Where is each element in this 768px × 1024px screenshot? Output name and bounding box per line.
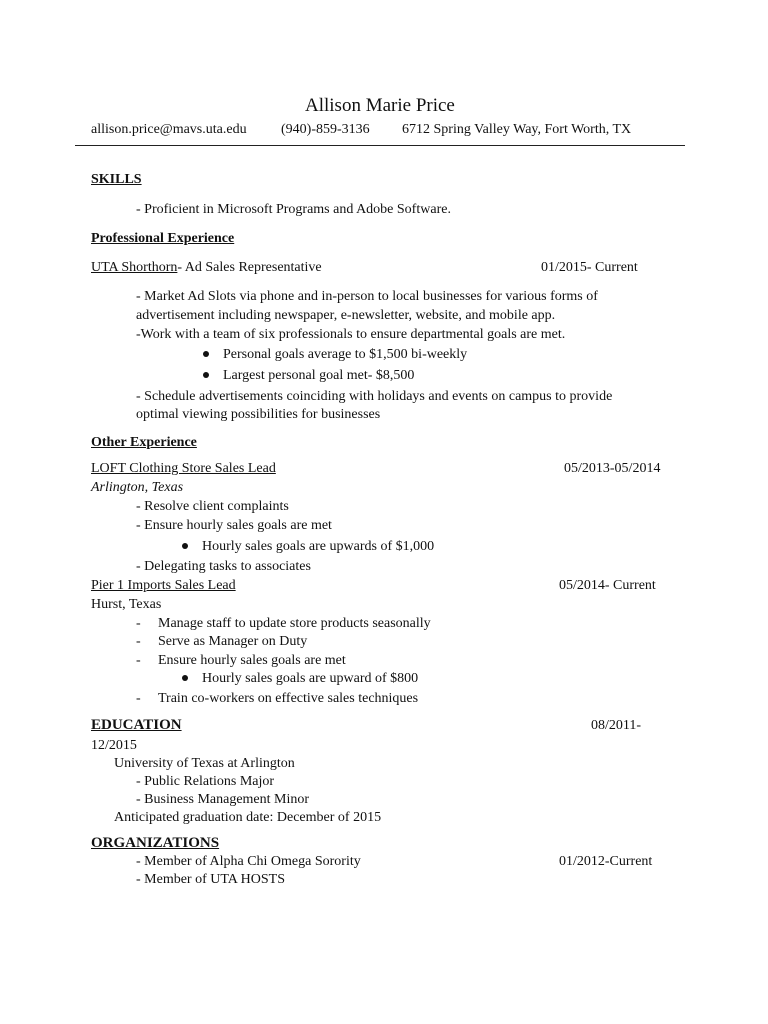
pier-line: Ensure hourly sales goals are met <box>158 653 346 668</box>
job-bullet <box>203 346 467 364</box>
job-bullet <box>203 367 414 385</box>
pier-line: Train co-workers on effective sales techniques <box>158 691 419 706</box>
job-role: - Ad Sales Representative <box>177 260 322 275</box>
education-heading: EDUCATION <box>91 717 182 733</box>
pier-dash: - <box>136 616 141 631</box>
job-line: - Market Ad Slots via phone and in-person to local businesses for various forms of <box>136 289 598 304</box>
education-school: University of Texas at Arlington <box>114 756 295 771</box>
resume-name: Allison Marie Price <box>305 95 455 116</box>
job-bullet-text: Personal goals average to $1,500 bi-weekly <box>223 347 468 362</box>
header-divider <box>75 145 685 146</box>
pier-line: Serve as Manager on Duty <box>158 634 308 649</box>
pier-bullet-text: Hourly sales goals are upward of $800 <box>202 671 419 686</box>
organization-item: - Member of Alpha Chi Omega Sorority <box>136 854 361 869</box>
bullet-icon <box>203 372 209 378</box>
professional-heading: Professional Experience <box>91 231 235 246</box>
loft-line: - Ensure hourly sales goals are met <box>136 518 332 533</box>
other-heading: Other Experience <box>91 435 197 450</box>
job-line: - Schedule advertisements coinciding with holidays and events on campus to provide <box>136 389 613 404</box>
contact-phone: (940)-859-3136 <box>281 122 370 137</box>
job-line: advertisement including newspaper, e-newsletter, website, and mobile app. <box>136 308 556 323</box>
education-grad: Anticipated graduation date: December of 2015 <box>114 810 382 825</box>
education-dates-start: 08/2011- <box>591 718 642 733</box>
loft-line: - Resolve client complaints <box>136 499 289 514</box>
skills-heading: SKILLS <box>91 172 142 187</box>
pier-dates: 05/2014- Current <box>559 578 656 593</box>
loft-title: LOFT Clothing Store Sales Lead <box>91 461 276 476</box>
loft-dates: 05/2013-05/2014 <box>564 461 661 476</box>
organization-item: - Member of UTA HOSTS <box>136 872 285 887</box>
organization-dates: 01/2012-Current <box>559 854 653 869</box>
skills-item: - Proficient in Microsoft Programs and Adobe Software. <box>136 202 451 217</box>
job-title-line <box>91 259 322 277</box>
pier-bullet <box>182 670 418 688</box>
pier-line: Manage staff to update store products seasonally <box>158 616 431 631</box>
contact-address: 6712 Spring Valley Way, Fort Worth, TX <box>402 122 632 137</box>
contact-email: allison.price@mavs.uta.edu <box>91 122 247 137</box>
pier-dash: - <box>136 634 141 649</box>
job-dates: 01/2015- Current <box>541 260 638 275</box>
loft-line: - Delegating tasks to associates <box>136 559 311 574</box>
pier-dash: - <box>136 653 141 668</box>
pier-dash: - <box>136 691 141 706</box>
pier-title: Pier 1 Imports Sales Lead <box>91 578 236 593</box>
education-item: - Public Relations Major <box>136 774 275 789</box>
job-line: -Work with a team of six professionals to ensure departmental goals are met. <box>136 327 566 342</box>
bullet-icon <box>182 675 188 681</box>
job-bullet-text: Largest personal goal met- $8,500 <box>223 368 415 383</box>
bullet-icon <box>182 543 188 549</box>
education-item: - Business Management Minor <box>136 792 310 807</box>
loft-location: Arlington, Texas <box>91 480 184 495</box>
loft-bullet-text: Hourly sales goals are upwards of $1,000 <box>202 539 435 554</box>
education-dates-end: 12/2015 <box>91 738 137 753</box>
pier-location: Hurst, Texas <box>91 597 162 612</box>
job-line: optimal viewing possibilities for businesses <box>136 407 381 422</box>
organizations-heading: ORGANIZATIONS <box>91 835 220 851</box>
job-org: UTA Shorthorn <box>91 260 178 275</box>
loft-bullet <box>182 538 434 556</box>
bullet-icon <box>203 351 209 357</box>
